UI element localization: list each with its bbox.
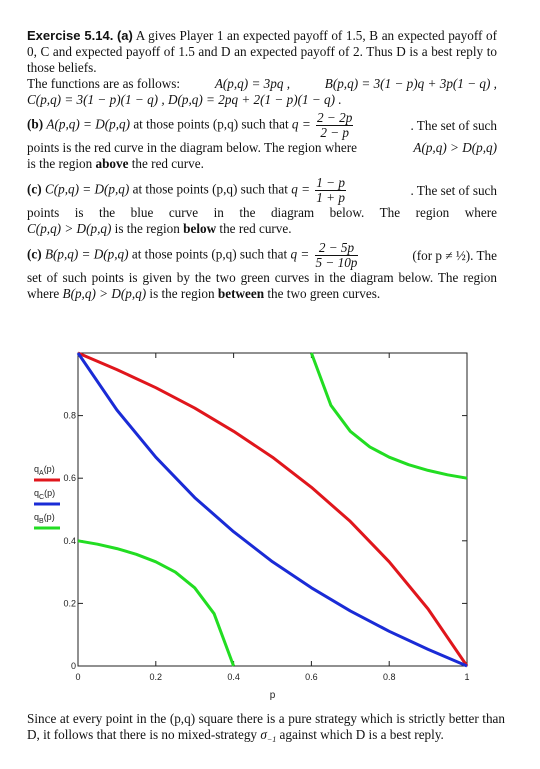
part-c-line-3 bbox=[27, 221, 497, 237]
legend-label: $q_B(p)$ bbox=[34, 512, 55, 525]
sigma-subscript: −1 bbox=[266, 735, 277, 744]
exercise-text bbox=[27, 28, 497, 302]
part-b-fraction bbox=[316, 111, 353, 140]
part-c-text2: points is the blue curve in the diagram below. The region where bbox=[27, 205, 497, 220]
part-b-label: (b) bbox=[27, 116, 44, 132]
part-c-fraction bbox=[315, 176, 346, 205]
part-c-row bbox=[27, 176, 497, 205]
x-tick-label: 0.8 bbox=[382, 672, 396, 682]
conclusion-paragraph bbox=[27, 711, 505, 748]
part-c-q: q = bbox=[291, 181, 310, 197]
part-c-text3a: is the region bbox=[111, 221, 184, 236]
series-line-2 bbox=[78, 541, 234, 666]
part-b-ineq: A(p,q) > D(p,q) bbox=[413, 140, 497, 155]
part-b-line-3 bbox=[27, 156, 497, 172]
part-b-mid: at those points (p,q) such that bbox=[130, 116, 292, 132]
part-c-eq: C(p,q) = D(p,q) bbox=[44, 181, 130, 197]
conclusion-text-2: against which D is a best reply. bbox=[276, 727, 444, 742]
legend-label: $q_C(p)$ bbox=[34, 488, 56, 501]
func-a: A(p,q) = 3pq , bbox=[214, 76, 291, 91]
part-c-text3b: below bbox=[183, 221, 217, 236]
part-d-mid: at those points (p,q) such that bbox=[128, 246, 291, 262]
x-tick-label: 0.6 bbox=[305, 672, 318, 682]
part-d-label: (c) bbox=[27, 246, 42, 262]
part-d-line-2 bbox=[27, 270, 497, 302]
part-b-text3c: the red curve. bbox=[128, 156, 204, 171]
part-c-tail: . The set of such bbox=[410, 182, 497, 198]
exercise-heading: Exercise 5.14. bbox=[27, 28, 114, 43]
x-tick-label: 1 bbox=[464, 672, 470, 682]
part-d-ineq: B(p,q) > D(p,q) bbox=[62, 286, 147, 301]
part-c-numerator: 1 − p bbox=[316, 175, 345, 190]
y-tick-label: 0.8 bbox=[63, 410, 76, 421]
part-c-denominator: 1 + p bbox=[316, 190, 345, 205]
series-line-1 bbox=[78, 353, 467, 666]
part-b-numerator: 2 − 2p bbox=[317, 110, 353, 125]
part-d-cond: (for p ≠ ½). The bbox=[412, 247, 497, 263]
part-b-eq: A(p,q) = D(p,q) bbox=[46, 116, 131, 132]
part-c-line-2 bbox=[27, 205, 497, 221]
sigma-symbol bbox=[260, 727, 276, 742]
part-d-text2: set of such points is given by the two green curves in the diagram below. The region where bbox=[27, 270, 497, 301]
x-axis-label: p bbox=[269, 690, 276, 701]
part-a bbox=[27, 28, 497, 76]
part-b-text2: points is the red curve in the diagram below. The region where bbox=[27, 140, 357, 155]
part-b-text3b: above bbox=[95, 156, 129, 171]
part-c-text3c: the red curve. bbox=[216, 221, 292, 236]
y-tick-label: 0.2 bbox=[63, 598, 76, 609]
func-b: B(p,q) = 3(1 − p)q + 3p(1 − q) , bbox=[324, 76, 497, 91]
part-b-denominator: 2 − p bbox=[320, 125, 349, 140]
x-tick-label: 0 bbox=[75, 672, 81, 682]
x-tick-label: 0.2 bbox=[149, 672, 163, 682]
part-b-line-2 bbox=[27, 140, 497, 156]
series-line-3 bbox=[311, 353, 467, 478]
part-d-denominator: 5 − 10p bbox=[315, 255, 358, 270]
y-tick-label: 0.4 bbox=[63, 535, 76, 546]
part-d-row bbox=[27, 241, 497, 270]
functions-lead: The functions are as follows: bbox=[27, 76, 181, 91]
func-d: D(p,q) = 2pq + 2(1 − p)(1 − q) . bbox=[167, 92, 342, 107]
y-tick-label: 0 bbox=[70, 661, 76, 671]
part-d-text3b: between bbox=[217, 286, 265, 301]
conclusion-text-1: Since at every point in the (p,q) square there is a pure strategy which is strictly better than D, it follows that there is no mixed-strategy bbox=[27, 711, 505, 742]
functions-line-1 bbox=[27, 76, 497, 92]
part-d-q: q = bbox=[290, 246, 310, 262]
part-b-q: q = bbox=[291, 116, 311, 132]
part-b-text3a: is the region bbox=[27, 156, 96, 171]
func-c: C(p,q) = 3(1 − p)(1 − q) , bbox=[27, 92, 165, 107]
part-d-eq: B(p,q) = D(p,q) bbox=[44, 246, 129, 262]
part-d-text3a: is the region bbox=[146, 286, 218, 301]
part-b-tail: . The set of such bbox=[410, 117, 497, 133]
y-tick-label: 0.6 bbox=[63, 473, 76, 484]
part-d-text3c: the two green curves. bbox=[264, 286, 381, 301]
x-tick-label: 0.4 bbox=[227, 672, 240, 682]
part-b-row bbox=[27, 111, 497, 140]
functions-line-2 bbox=[27, 92, 497, 108]
sigma-char: σ bbox=[260, 727, 267, 742]
part-a-label: (a) bbox=[116, 28, 133, 43]
part-a-text: A gives Player 1 an expected payoff of 1.5, B an expected payoff of 0, C and expected payoff of 1.5 and D an expected payoff of 2. Thus D is a best reply to those beliefs. bbox=[27, 28, 497, 75]
part-c-label: (c) bbox=[27, 181, 42, 197]
legend-label: $q_A(p)$ bbox=[34, 464, 55, 477]
plot-frame bbox=[78, 353, 467, 666]
part-c-mid: at those points (p,q) such that bbox=[129, 181, 292, 197]
part-d-numerator: 2 − 5p bbox=[315, 241, 359, 256]
series-line-0 bbox=[78, 353, 467, 666]
q-of-p-chart bbox=[0, 340, 540, 710]
part-c-ineq: C(p,q) > D(p,q) bbox=[27, 221, 112, 236]
part-d-fraction bbox=[315, 241, 359, 270]
